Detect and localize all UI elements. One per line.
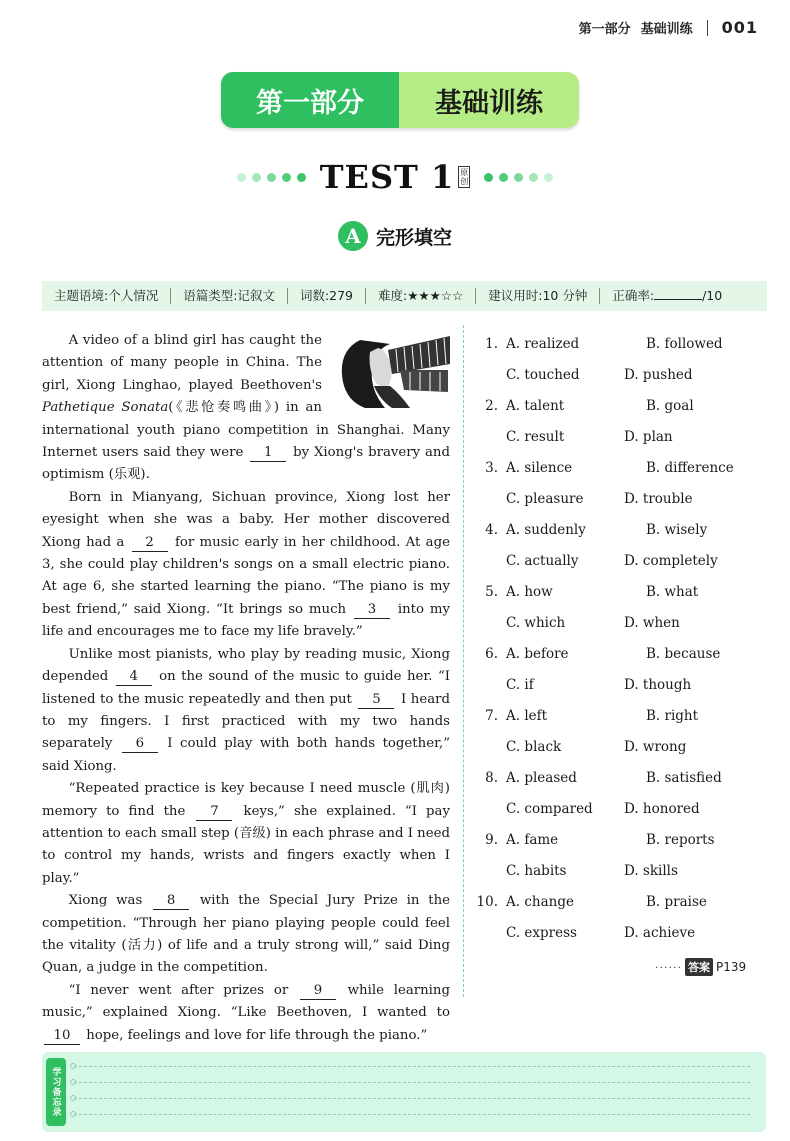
dot <box>514 173 523 182</box>
page-header <box>579 18 758 37</box>
option-d[interactable]: D. trouble <box>624 490 693 507</box>
question-row-second <box>476 731 766 762</box>
info-bar <box>42 281 767 311</box>
option-d[interactable]: D. though <box>624 676 692 693</box>
option-a[interactable]: A. suddenly <box>506 521 586 538</box>
option-a[interactable]: A. change <box>506 893 574 910</box>
option-c[interactable]: C. express <box>506 924 577 941</box>
leader-dots: ······ <box>655 960 682 974</box>
page-number: 001 <box>721 18 758 37</box>
question-row <box>476 886 766 917</box>
question-row-second <box>476 545 766 576</box>
question-number: 5. <box>485 583 498 600</box>
option-c[interactable]: C. if <box>506 676 534 693</box>
paragraph-4: “Repeated practice is key because I need muscle (肌肉) memory to find the 7 keys,” she explained. “I pay attention to each small step (音级) in each phrase and I need to control my hands, wrists and fingers exactly when I play.” <box>42 781 450 886</box>
option-b[interactable]: B. reports <box>646 831 715 848</box>
question-number: 8. <box>485 769 498 786</box>
paragraph-1: A video of a blind girl has caught the attention of many people in China. The girl, Xiong Linghao, played Beethoven's Pathetique Sonata(《悲怆奏鸣曲》) in an international youth piano competition in Shanghai. Many Internet users said they were 1 by Xiong's bravery and optimism (乐观). <box>42 333 451 483</box>
question-row-second <box>476 607 766 638</box>
note-line[interactable] <box>74 1066 750 1067</box>
blank-7[interactable]: 7 <box>196 804 232 821</box>
dot <box>499 173 508 182</box>
column-divider <box>463 325 464 997</box>
note-line[interactable] <box>74 1098 750 1099</box>
blank-1[interactable]: 1 <box>250 445 286 462</box>
info-genre: 语篇类型:记叙文 <box>171 288 288 304</box>
option-b[interactable]: B. wisely <box>646 521 708 538</box>
cloze-passage <box>42 330 450 1047</box>
option-a[interactable]: A. how <box>506 583 553 600</box>
answer-options <box>476 328 766 948</box>
girl-piano-illustration <box>330 330 450 410</box>
dot <box>529 173 538 182</box>
option-a[interactable]: A. left <box>506 707 548 724</box>
option-d[interactable]: D. when <box>624 614 680 631</box>
info-words: 词数:279 <box>288 288 366 304</box>
question-number: 6. <box>485 645 498 662</box>
question-row-second <box>476 421 766 452</box>
question-row-second <box>476 483 766 514</box>
answer-tag: 答案 <box>685 958 713 976</box>
option-c[interactable]: C. which <box>506 614 566 631</box>
banner-left: 第一部分 <box>221 72 399 128</box>
option-d[interactable]: D. plan <box>624 428 673 445</box>
blank-6[interactable]: 6 <box>122 736 158 753</box>
blank-8[interactable]: 8 <box>153 893 189 910</box>
option-a[interactable]: A. pleased <box>506 769 577 786</box>
accuracy-label: 正确率: <box>612 288 655 303</box>
option-b[interactable]: B. praise <box>646 893 707 910</box>
banner-right: 基础训练 <box>399 72 579 128</box>
info-difficulty: 难度:★★★☆☆ <box>366 288 476 304</box>
dot <box>282 173 291 182</box>
header-section: 基础训练 <box>640 22 693 37</box>
option-d[interactable]: D. skills <box>624 862 678 879</box>
question-row <box>476 638 766 669</box>
answer-reference <box>655 958 746 976</box>
paragraph-2: Born in Mianyang, Sichuan province, Xiong lost her eyesight when she was a baby. Her mother discovered Xiong had a 2 for music early in her childhood. At age 3, she could play children's songs on a small electric piano. At age 6, she started learning the piano. “The piano is my best friend,” said Xiong. “It brings so much 3 into my life and encourages me to face my life bravely.” <box>42 489 450 640</box>
option-b[interactable]: B. satisfied <box>646 769 722 786</box>
option-d[interactable]: D. achieve <box>624 924 696 941</box>
question-row <box>476 328 766 359</box>
accuracy-total: /10 <box>702 288 723 303</box>
question-number: 7. <box>485 707 498 724</box>
dot <box>484 173 493 182</box>
option-b[interactable]: B. what <box>646 583 699 600</box>
study-notes-area <box>42 1052 766 1132</box>
part-banner <box>221 72 579 128</box>
option-d[interactable]: D. completely <box>624 552 718 569</box>
option-b[interactable]: B. followed <box>646 335 723 352</box>
header-divider <box>707 20 708 36</box>
paragraph-5: Xiong was 8 with the Special Jury Prize in the competition. “Through her piano playing people could feel the vitality (活力) of life and a truly strong will,” said Ding Quan, a judge in the competition. <box>42 893 451 976</box>
paragraph-3: Unlike most pianists, who play by reading music, Xiong depended 4 on the sound of the music to guide her. “I listened to the music repeatedly and then put 5 I heard to my fingers. I first practiced with my two hands separately 6 I could play with both hands together,” said Xiong. <box>42 646 451 774</box>
option-a[interactable]: A. realized <box>506 335 580 352</box>
note-ring <box>70 1095 76 1101</box>
option-c[interactable]: C. result <box>506 428 565 445</box>
dot <box>252 173 261 182</box>
question-row-second <box>476 917 766 948</box>
test-heading <box>0 158 790 196</box>
option-d[interactable]: D. wrong <box>624 738 687 755</box>
note-line[interactable] <box>74 1114 750 1115</box>
option-c[interactable]: C. pleasure <box>506 490 584 507</box>
question-row <box>476 452 766 483</box>
option-c[interactable]: C. black <box>506 738 562 755</box>
option-b[interactable]: B. difference <box>646 459 734 476</box>
question-row <box>476 824 766 855</box>
blank-9[interactable]: 9 <box>300 983 336 1000</box>
option-a[interactable]: A. fame <box>506 831 559 848</box>
paragraph-6: “I never went after prizes or 9 while learning music,” explained Xiong. “Like Beethoven, I wanted to 10 hope, feelings and love for life through the piano.” <box>42 982 450 1043</box>
blank-3[interactable]: 3 <box>354 602 390 619</box>
option-d[interactable]: D. honored <box>624 800 700 817</box>
section-letter-badge: A <box>338 221 368 251</box>
note-ring <box>70 1079 76 1085</box>
blank-4[interactable]: 4 <box>116 669 152 686</box>
question-number: 10. <box>476 893 498 910</box>
question-row-second <box>476 669 766 700</box>
option-a[interactable]: A. talent <box>506 397 565 414</box>
notes-label: 学习备忘录 <box>46 1058 66 1126</box>
blank-5[interactable]: 5 <box>358 692 394 709</box>
section-title: 完形填空 <box>375 226 452 249</box>
note-ring <box>70 1063 76 1069</box>
info-accuracy <box>600 288 734 304</box>
question-number: 3. <box>485 459 498 476</box>
question-row <box>476 576 766 607</box>
section-heading <box>0 221 790 251</box>
dot <box>237 173 246 182</box>
info-topic: 主题语境:个人情况 <box>42 288 171 304</box>
question-number: 9. <box>485 831 498 848</box>
right-dots <box>484 173 553 182</box>
dot <box>297 173 306 182</box>
test-title-group <box>320 158 471 196</box>
question-number: 2. <box>485 397 498 414</box>
note-line[interactable] <box>74 1082 750 1083</box>
question-row <box>476 514 766 545</box>
test-title: TEST 1 <box>319 158 455 196</box>
option-c[interactable]: C. habits <box>506 862 567 879</box>
question-number: 4. <box>485 521 498 538</box>
option-b[interactable]: B. right <box>646 707 699 724</box>
original-tag: 原创 <box>460 168 469 186</box>
option-b[interactable]: B. because <box>646 645 721 662</box>
option-a[interactable]: A. silence <box>506 459 573 476</box>
question-row <box>476 762 766 793</box>
question-row <box>476 390 766 421</box>
option-b[interactable]: B. goal <box>646 397 694 414</box>
sonata-title: Pathetique Sonata <box>42 400 169 416</box>
accuracy-blank[interactable] <box>654 288 702 300</box>
blank-10[interactable]: 10 <box>44 1028 80 1045</box>
question-row-second <box>476 793 766 824</box>
option-a[interactable]: A. before <box>506 645 569 662</box>
dot <box>267 173 276 182</box>
left-dots <box>237 173 306 182</box>
question-row-second <box>476 359 766 390</box>
option-d[interactable]: D. pushed <box>624 366 693 383</box>
answer-page: P139 <box>715 960 747 974</box>
header-part: 第一部分 <box>578 22 631 37</box>
note-ring <box>70 1111 76 1117</box>
question-row-second <box>476 855 766 886</box>
info-time: 建议用时:10 分钟 <box>476 288 600 304</box>
option-c[interactable]: C. compared <box>506 800 593 817</box>
dot <box>544 173 553 182</box>
option-c[interactable]: C. touched <box>506 366 580 383</box>
question-row <box>476 700 766 731</box>
option-c[interactable]: C. actually <box>506 552 579 569</box>
question-number: 1. <box>485 335 498 352</box>
blank-2[interactable]: 2 <box>132 535 168 552</box>
